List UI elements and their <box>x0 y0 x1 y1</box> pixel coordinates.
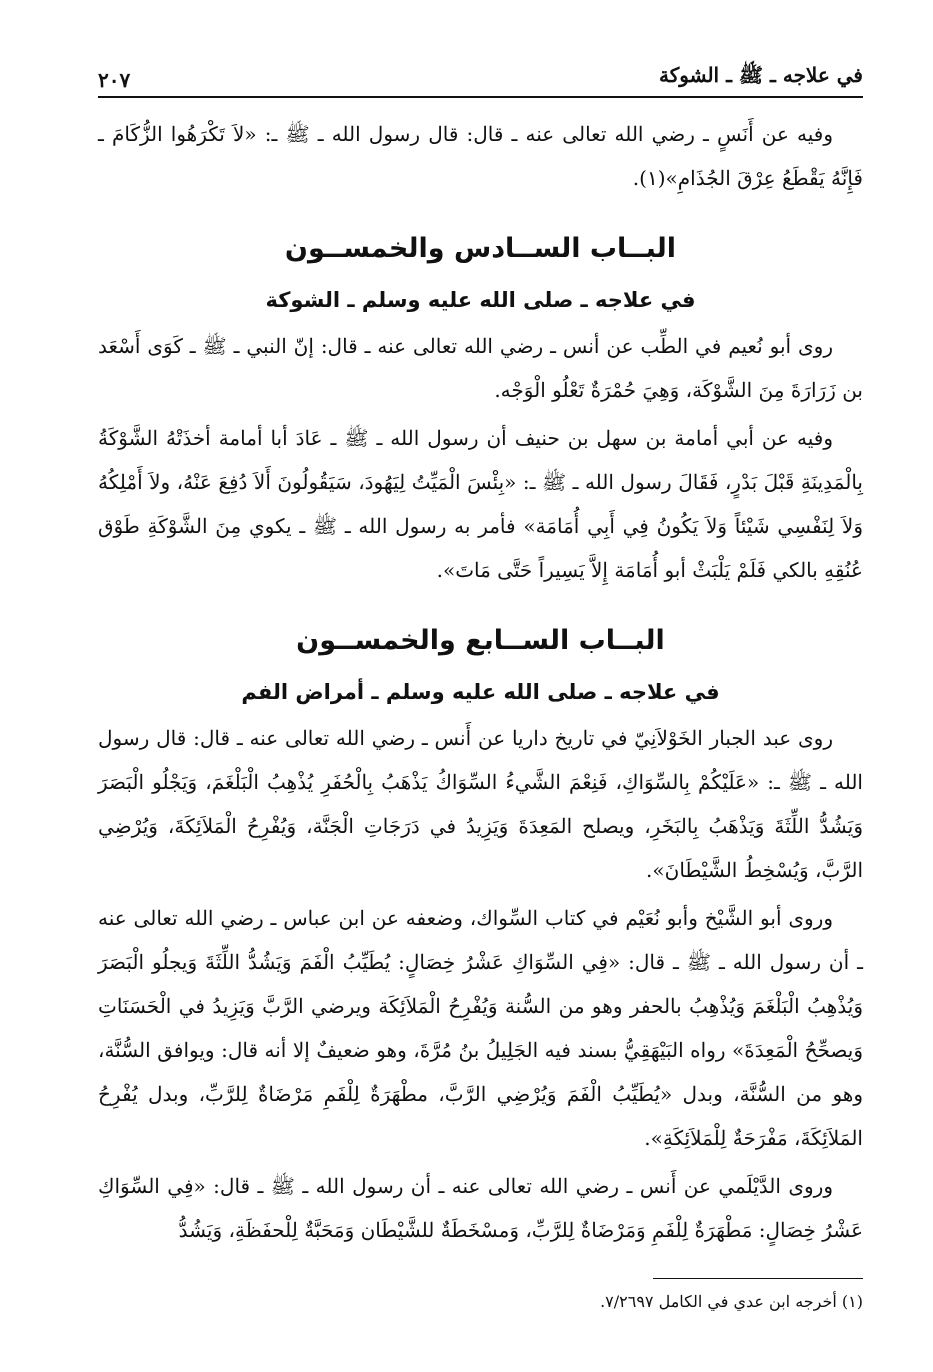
chapter-57-paragraph: روى عبد الجبار الخَوْلاَنِيّ في تاريخ داريا عن أَنس ـ رضي الله تعالى عنه ـ قال: قال رسول الله ـ ﷺ ـ: «عَلَيْكُمْ بِالسِّوَاكِ، فَنِعْمَ الشَّيءُ السِّوَاكُ يَذْهَبُ بِالْحُفَرِ يُذْهِبُ الْبَلْغَمَ، وَيَجْلُو الْبَصَرَ وَيَشُدُّ اللِّثَةَ وَيَذْهَبُ بِالبَخَرِ، ويصلح المَعِدَةَ وَيَزِيدُ في دَرَجَاتِ الْجَنَّة، وَيُفْرِحُ الْمَلاَئِكَةَ، وَيُرْضِي الرَّبَّ، وَيُسْخِطُ الشَّيْطَانَ». <box>98 726 863 882</box>
chapter-56-subtitle: في علاجه ـ صلى الله عليه وسلم ـ الشوكة <box>265 288 696 312</box>
chapter-56-paragraph: روى أبو نُعيم في الطِّب عن أنس ـ رضي الله تعالى عنه ـ قال: إنّ النبي ـ ﷺ ـ كَوَى أَسْعَد بن زَرَارَةَ مِنَ الشَّوْكَة، وَهِيَ حُمْرَةٌ تَعْلُو الْوَجْه. <box>98 334 863 402</box>
chapter-57-subtitle: في علاجه ـ صلى الله عليه وسلم ـ أمراض الفم <box>241 680 720 704</box>
chapter-57-title: البــاب الســابع والخمســون <box>296 625 665 656</box>
page-header <box>98 52 863 92</box>
chapter-57-paragraph: وروى الدَّيْلَمي عن أَنس ـ رضي الله تعالى عنه ـ أن رسول الله ـ ﷺ ـ قال: «فِي السِّوَاكِ عَشْرُ خِصَالٍ: مَطْهَرَةٌ لِلْفَمِ وَمَرْضَاةٌ لِلرَّبِّ، وَمسْخَطَةٌ للشَّيْطَان وَمَحَبَّةٌ لِلْحفَظَةِ، وَيَشُدُّ <box>98 1174 863 1242</box>
chapter-56-title: البــاب الســادس والخمســون <box>284 233 677 264</box>
footnote: (١) أخرجه ابن عدي في الكامل ٧/٢٦٩٧. <box>600 1292 863 1311</box>
header-rule <box>98 96 863 98</box>
chapter-56-paragraph: وفيه عن أبي أمامة بن سهل بن حنيف أن رسول الله ـ ﷺ ـ عَادَ أبا أمامة أخذَتْهُ الشَّوْكَةُ بِالْمَدِينَةِ قَبْلَ بَدْرٍ، فَقَالَ رسول الله ـ ﷺ ـ: «بِئْسَ الْمَيِّتُ لِيَهُودَ، سَيَقُولُونَ أَلاَ دُفِعَ عَنْهُ، ولاَ أَمْلِكُهُ وَلاَ لِنَفْسِي شَيْئاً وَلاَ يَكُونُ فِي أَبِي أُمَامَة» فأمر به رسول الله ـ ﷺ ـ يكوي مِنَ الشَّوْكَةِ طَوْق عُنُقِهِ بالكي فَلَمْ يَلْبَثْ أبو أُمَامَة إِلاَّ يَسِيراً حَتَّى مَاتَ». <box>98 426 864 582</box>
footnote-rule <box>653 1278 863 1279</box>
intro-block <box>98 112 863 200</box>
intro-paragraph: وفيه عن أَنَسٍ ـ رضي الله تعالى عنه ـ قال: قال رسول الله ـ ﷺ ـ: «لاَ تَكْرَهُوا الزُّكَامَ ـ فَإِنَّهُ يَقْطَعُ عِرْقَ الجُذَامِ»(١). <box>98 122 863 190</box>
page-number: ٢٠٧ <box>98 68 131 92</box>
chapter-57-paragraph: وروى أبو الشَّيْخ وأبو نُعَيْم في كتاب السِّواك، وضعفه عن ابن عباس ـ رضي الله تعالى عنه ـ أن رسول الله ـ ﷺ ـ قال: «فِي السِّوَاكِ عَشْرُ خِصَالٍ: يُطَيِّبُ الْفَمَ وَيَشُدُّ اللِّثَةَ وَيجلُو الْبَصَرَ وَيُذْهِبُ الْبَلْغَمَ وَيُذْهِبُ بالحفر وهو من السُّنة وَيُفْرِحُ الْمَلاَئِكَة ويرضي الرَّبَّ وَيَزِيدُ في الْحَسَنَاتِ وَيصحِّحُ الْمَعِدَةَ» رواه البَيْهَقِيُّ بسند فيه الجَلِيلُ بنُ مُرَّةَ، وهو ضعيفٌ إلا أنه قال: ويوافق السُّنَّة، وهو من السُّنَّة، وبدل «يُطَيِّبُ الْفَمَ وَيُرْضِي الرَّبَّ، مطْهَرَةٌ لِلْفَمِ مَرْضَاةٌ لِلرَّبِّ، وبدل يُفْرِحُ المَلاَئِكَةَ، مَفْرَحَةٌ لِلْمَلاَئِكَةِ». <box>98 906 863 1150</box>
running-title: في علاجه ـ ﷺ ـ الشوكة <box>659 63 863 87</box>
